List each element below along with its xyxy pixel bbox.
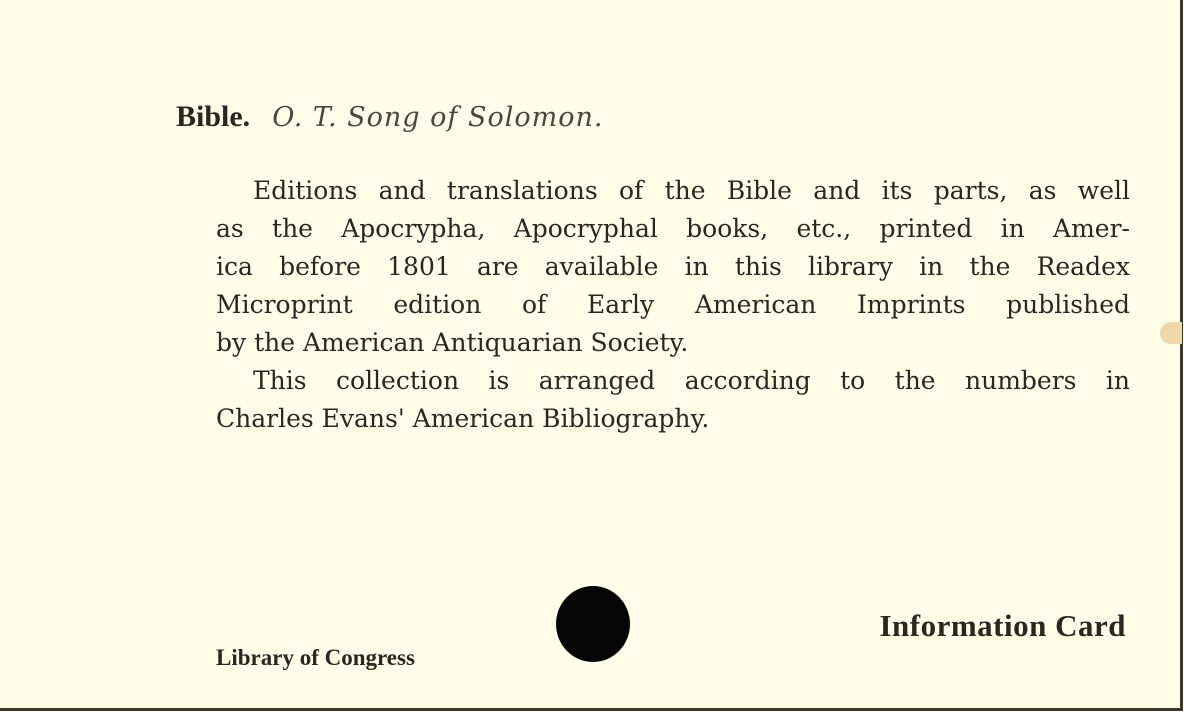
- stain-mark: [1160, 322, 1182, 344]
- body-line: as the Apocrypha, Apocryphal books, etc., printed in Amer-: [216, 214, 1130, 243]
- body-line: Charles Evans' American Bibliography.: [216, 404, 710, 433]
- information-card-label: Information Card: [879, 608, 1126, 643]
- body-line: This collection is arranged according to the numbers in: [253, 366, 1130, 395]
- heading-subject: O. T. Song of Solomon.: [272, 102, 604, 133]
- card-heading: [176, 100, 603, 134]
- punch-hole: [556, 586, 630, 662]
- body-line: Microprint edition of Early American Imprints published: [216, 290, 1130, 319]
- heading-main: Bible.: [176, 100, 251, 133]
- library-of-congress-label: Library of Congress: [216, 645, 415, 670]
- body-line: Editions and translations of the Bible and its parts, as well: [253, 176, 1130, 205]
- card-body: [216, 172, 1130, 438]
- body-line: by the American Antiquarian Society.: [216, 328, 689, 357]
- body-line: ica before 1801 are available in this library in the Readex: [216, 252, 1130, 281]
